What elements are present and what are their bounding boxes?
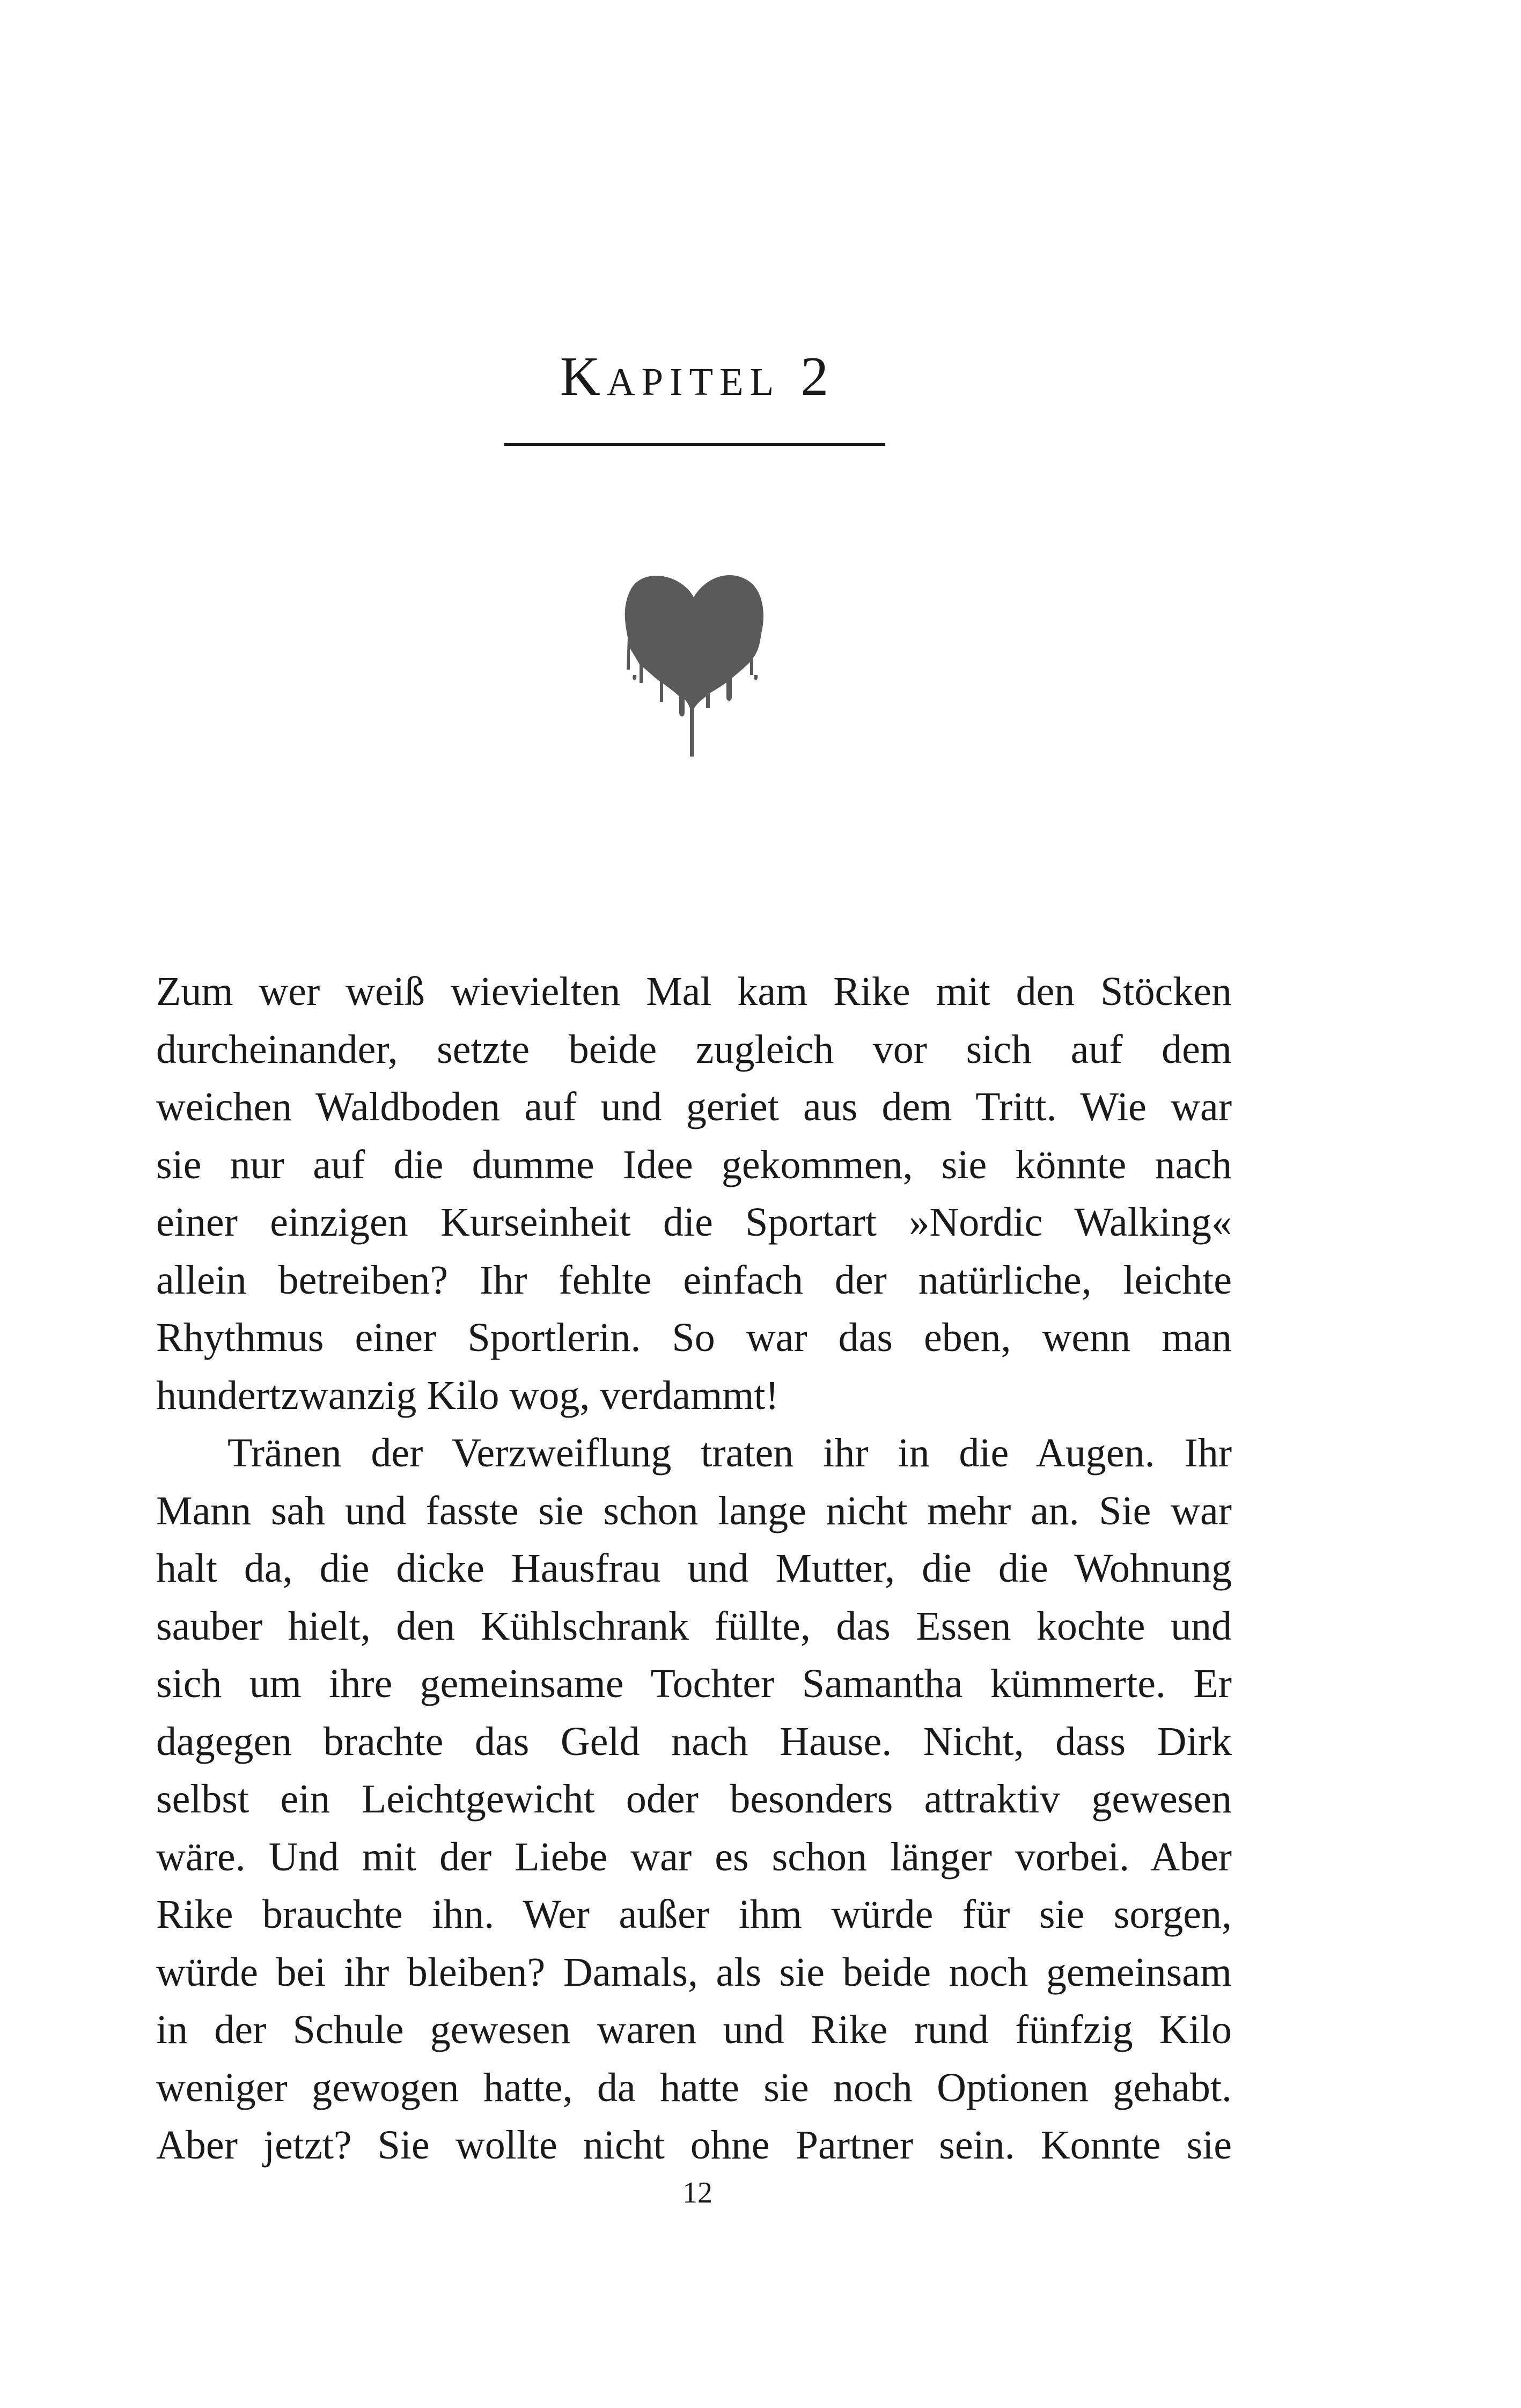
text-line: sauber hielt, den Kühlschrank füllte, das Essen kochte und	[156, 1603, 1232, 1649]
text-line: hundertzwanzig Kilo wog, verdammt!	[156, 1372, 779, 1418]
text-line: durcheinander, setzte beide zugleich vor sich auf dem	[156, 1026, 1232, 1072]
text-line: einer einzigen Kurseinheit die Sportart »Nordic Walking«	[156, 1200, 1232, 1245]
text-line: in der Schule gewesen waren und Rike rund fünfzig Kilo	[156, 2007, 1232, 2052]
page-number: 12	[682, 2176, 712, 2209]
text-line: wäre. Und mit der Liebe war es schon länger vorbei. Aber	[156, 1834, 1232, 1880]
title-divider	[504, 443, 885, 446]
melting-heart-icon	[621, 568, 766, 761]
text-line: würde bei ihr bleiben? Damals, als sie beide noch gemeinsam	[156, 1949, 1232, 1995]
text-line: selbst ein Leichtgewicht oder besonders attraktiv gewesen	[156, 1776, 1232, 1822]
text-line: sie nur auf die dumme Idee gekommen, sie könnte nach	[156, 1142, 1232, 1187]
paragraph-2	[156, 1425, 1232, 2175]
text-line: sich um ihre gemeinsame Tochter Samantha kümmerte. Er	[156, 1661, 1232, 1706]
text-line: weniger gewogen hatte, da hatte sie noch Optionen gehabt.	[156, 2065, 1232, 2110]
text-line: Mann sah und fasste sie schon lange nicht mehr an. Sie war	[156, 1488, 1232, 1533]
text-line: halt da, die dicke Hausfrau und Mutter, die die Wohnung	[156, 1546, 1232, 1591]
chapter-body	[156, 963, 1232, 2175]
text-line: dagegen brachte das Geld nach Hause. Nicht, dass Dirk	[156, 1719, 1232, 1764]
text-line: allein betreiben? Ihr fehlte einfach der natürliche, leichte	[156, 1257, 1232, 1303]
text-line: Aber jetzt? Sie wollte nicht ohne Partner sein. Konnte sie	[156, 2123, 1232, 2168]
text-line: Zum wer weiß wievielten Mal kam Rike mit den Stöcken	[156, 969, 1232, 1014]
chapter-title: Kapitel 2	[560, 346, 835, 407]
text-line: weichen Waldboden auf und geriet aus dem Tritt. Wie war	[156, 1084, 1232, 1129]
paragraph-1	[156, 963, 1232, 1425]
text-line: Tränen der Verzweiflung traten ihr in die Augen. Ihr	[227, 1430, 1232, 1475]
text-line: Rhythmus einer Sportlerin. So war das eben, wenn man	[156, 1315, 1232, 1360]
text-line: Rike brauchte ihn. Wer außer ihm würde für sie sorgen,	[156, 1892, 1232, 1937]
